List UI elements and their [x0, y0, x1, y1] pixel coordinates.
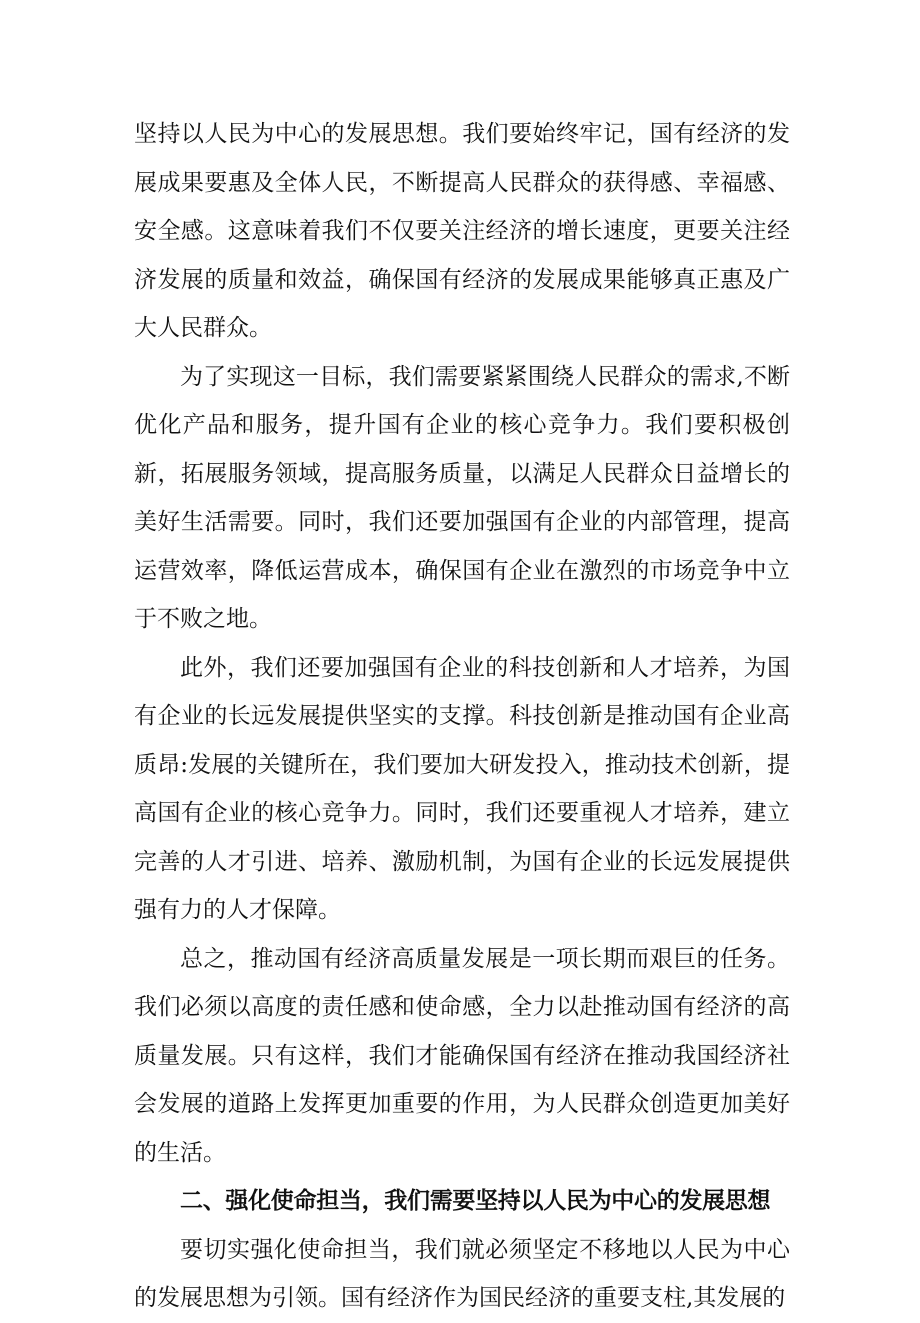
paragraph-2: 为了实现这一目标，我们需要紧紧围绕人民群众的需求,不断优化产品和服务，提升国有企业的核心竞争力。我们要积极创新，拓展服务领域，提高服务质量，以满足人民群众日益增长的美好生活需要。同时，我们还要加强国有企业的内部管理，提高运营效率，降低运营成本，确保国有企业在激烈的市场竞争中立于不败之地。 — [134, 363, 790, 632]
paragraph-5: 要切实强化使命担当，我们就必须坚定不移地以人民为中心的发展思想为引领。国有经济作为国民经济的重要支柱,其发展的 — [134, 1236, 790, 1311]
paragraph-4: 总之，推动国有经济高质量发展是一项长期而艰巨的任务。我们必须以高度的责任感和使命感，全力以赴推动国有经济的高质量发展。只有这样，我们才能确保国有经济在推动我国经济社会发展的道路上发挥更加重要的作用，为人民群众创造更加美好的生活。 — [134, 945, 790, 1166]
paragraph-1: 坚持以人民为中心的发展思想。我们要始终牢记，国有经济的发展成果要惠及全体人民，不断提高人民群众的获得感、幸福感、安全感。这意味着我们不仅要关注经济的增长速度，更要关注经济发展的质量和效益，确保国有经济的发展成果能够真正惠及广大人民群众。 — [134, 121, 790, 341]
document-page — [134, 110, 790, 1323]
section-heading: 二、强化使命担当，我们需要坚持以人民为中心的发展思想 — [180, 1188, 771, 1214]
paragraph-3: 此外，我们还要加强国有企业的科技创新和人才培养，为国有企业的长远发展提供坚实的支撑。科技创新是推动国有企业高质昂:发展的关键所在，我们要加大研发投入，推动技术创新，提高国有企业的核心竞争力。同时，我们还要重视人才培养，建立完善的人才引进、培养、激励机制，为国有企业的长远发展提供强有力的人才保障。 — [134, 654, 790, 923]
